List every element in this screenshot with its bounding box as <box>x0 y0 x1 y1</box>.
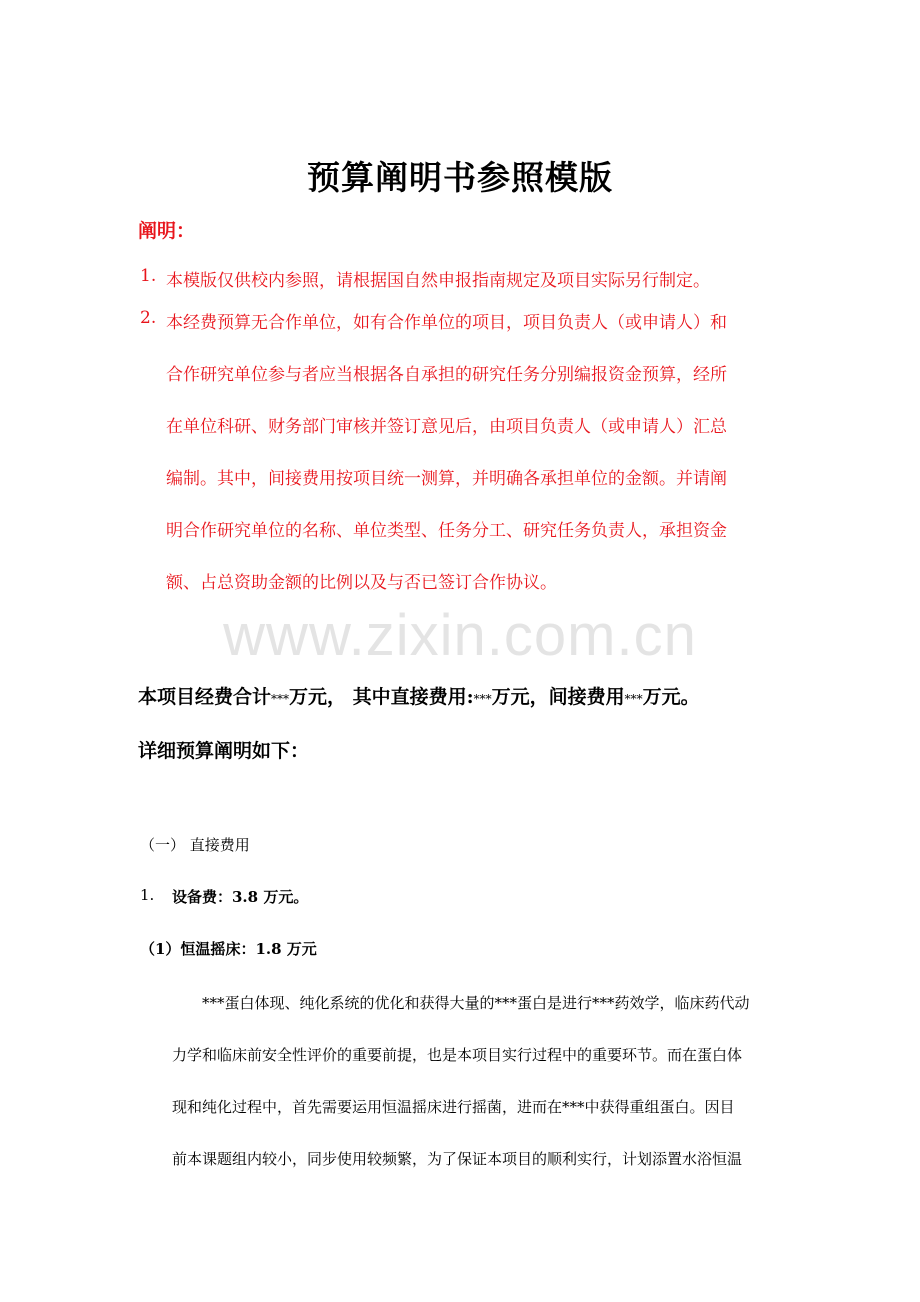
summary-part: 万元， 其中直接费用 <box>289 686 467 708</box>
note-heading: 阐明： <box>138 220 196 242</box>
summary-part: : <box>466 686 474 708</box>
summary-part: 本项目经费合计 <box>138 686 272 708</box>
section-heading: （一） 直接费用 <box>140 836 250 854</box>
note-item2-line: 在单位科研、财务部门审核并签订意见后，由项目负责人（或申请人）汇总 <box>166 417 727 437</box>
note-item2-line: 明合作研究单位的名称、单位类型、任务分工、研究任务负责人，承担资金 <box>166 521 727 541</box>
paragraph-line: 现和纯化过程中，首先需要运用恒温摇床进行摇菌，进而在***中获得重组蛋白。因目 <box>172 1098 735 1116</box>
note-item2-line: 合作研究单位参与者应当根据各自承担的研究任务分别编报资金预算，经所 <box>166 365 727 385</box>
budget-summary <box>138 682 700 709</box>
note-item2-line: 编制。其中，间接费用按项目统一测算，并明确各承担单位的金额。并请阐 <box>166 469 727 489</box>
watermark: www.zixin.com.cn <box>223 603 697 668</box>
paragraph-line: 力学和临床前安全性评价的重要前提，也是本项目实行过程中的重要环节。而在蛋白体 <box>172 1046 743 1064</box>
section-item1-text: 设备费：3.8 万元。 <box>172 888 309 906</box>
page-title: 预算阐明书参照模版 <box>307 158 613 197</box>
note-item2-line: 本经费预算无合作单位，如有合作单位的项目，项目负责人（或申请人）和 <box>166 313 727 333</box>
summary-placeholder: *** <box>271 692 290 706</box>
paragraph-line: 前本课题组内较小，同步使用较频繁，为了保证本项目的顺利实行，计划添置水浴恒温 <box>172 1150 743 1168</box>
summary-placeholder: *** <box>624 692 643 706</box>
note-item1-number: 1. <box>140 266 157 286</box>
summary-line2: 详细预算阐明如下： <box>138 740 310 762</box>
section-item1-number: 1. <box>140 886 155 904</box>
subsection-heading: （1）恒温摇床：1.8 万元 <box>140 940 317 958</box>
note-item2-line: 额、占总资助金额的比例以及与否已签订合作协议。 <box>166 573 557 593</box>
paragraph-line: ***蛋白体现、纯化系统的优化和获得大量的***蛋白是进行***药效学，临床药代动 <box>202 994 750 1012</box>
note-item2-number: 2. <box>140 308 157 328</box>
summary-placeholder: *** <box>473 692 492 706</box>
summary-part: 万元。 <box>642 686 700 708</box>
summary-part: 万元，间接费用 <box>491 686 625 708</box>
note-item1-text: 本模版仅供校内参照，请根据国自然申报指南规定及项目实际另行制定。 <box>166 271 710 291</box>
